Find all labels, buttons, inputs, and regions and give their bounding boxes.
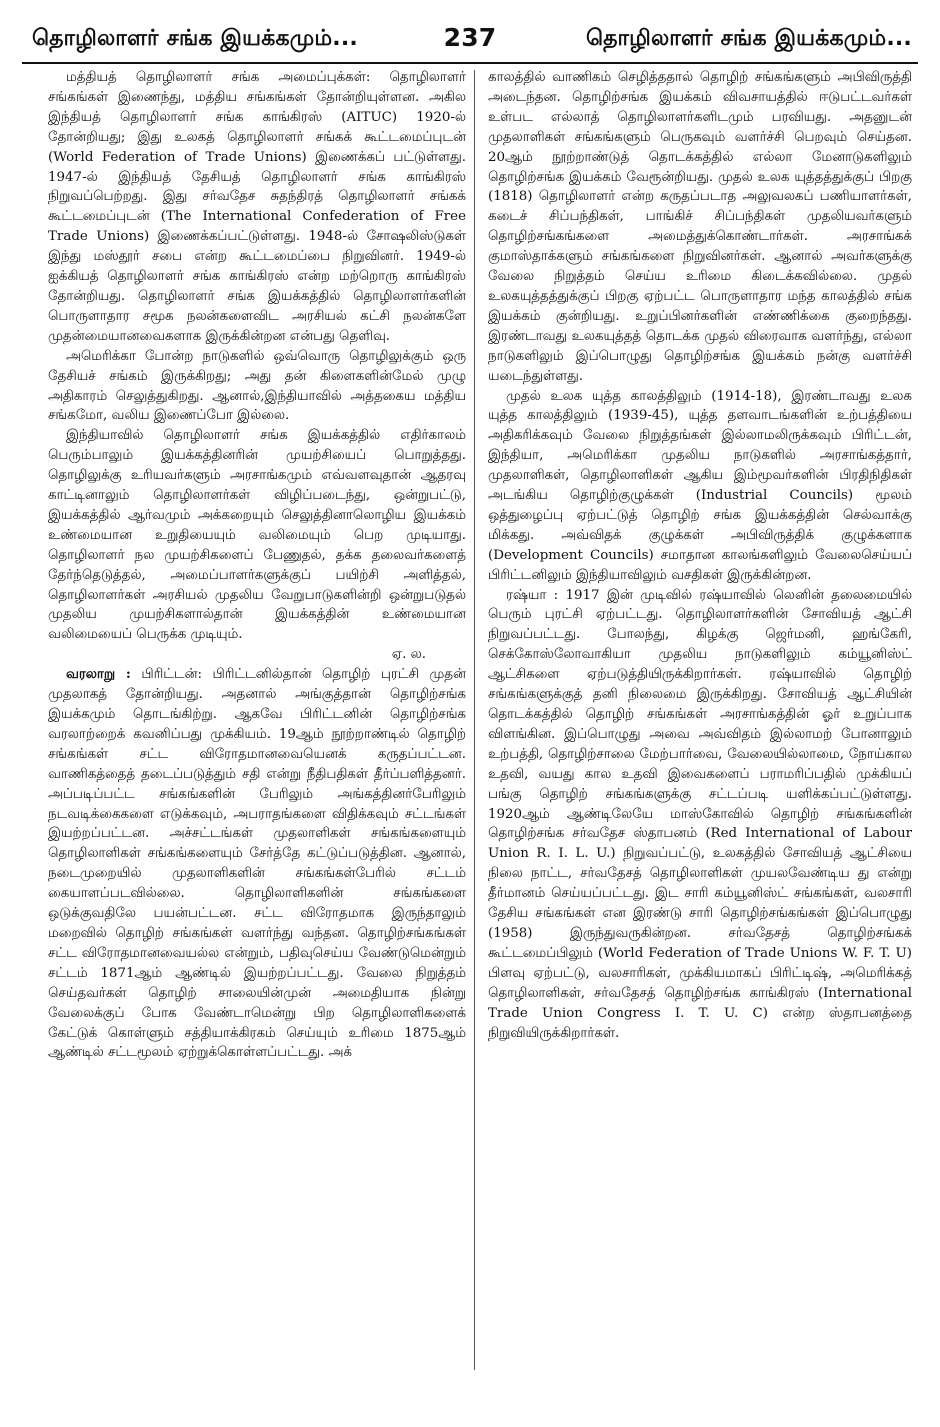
paragraph-central-unions: மத்தியத் தொழிலாளர் சங்க அமைப்புக்கள்: தொழிலாளர் சங்கங்கள் இணைந்து, மத்திய சங்கங்கள் தோன்றியுள்ளன. அகில இந்தியத் தொழிலாளர் சங்க காங்கிரஸ் (AITUC) 1920-ல் தோன்றியது; இது உலகத் தொழிலாளர் சங்கக் கூட்டமைப்புடன் (World Federation of Trade Unions) இணைக்கப் பட்டுள்ளது. 1947-ல் இந்தியத் தேசியத் தொழிலாளர் சங்க காங்கிரஸ் நிறுவப்பெற்றது. இது சர்வதேச சுதந்திரத் தொழிலாளர் சங்கக் கூட்டமைப்புடன் (The International Confederation of Free Trade Unions) இணைக்கப்பட்டுள்ளது. 1948-ல் சோஷலிஸ்டுகள் இந்து மஸ்தூர் சபை என்ற கூட்டமைப்பை நிறுவினர். 1949-ல் ஐக்கியத் தொழிலாளர் சங்க காங்கிரஸ் என்ற மற்றொரு காங்கிரஸ் தோன்றியது. தொழிலாளர் சங்க இயக்கத்தில் தொழிலாளர்களின் பொருளாதார சமூக நலன்களைவிட அரசியல் கட்சி நலன்களே முதன்மையானவைகளாக இருக்கின்றன என்பது தெளிவு. (48, 70, 466, 344)
paragraph-continuation: காலத்தில் வாணிகம் செழித்ததால் தொழிற் சங்கங்களும் அபிவிருத்தி அடைந்தன. தொழிற்சங்க இயக்கம் விவசாயத்தில் ஈடுபட்டவர்கள் உள்பட எல்லாத் தொழிலாளர்களிடமும் பரவியது. அதனுடன் முதலாளிகள் சங்கங்களும் பெருகவும் வளர்ச்சி பெறவும் செய்தன. 20ஆம் நூற்றாண்டுத் தொடக்கத்தில் எல்லா மேனாடுகளிலும் தொழிற்சங்க இயக்கம் வேரூன்றியது. முதல் உலக யுத்தத்துக்குப் பிறகு (1818) தொழிலாளர் என்ற கருதப்படாத அலுவலகப் பணியாளர்கள், கடைச் சிப்பந்திகள், பாங்கிச் சிப்பந்திகள் முதலியவர்களும் தொழிற்சங்கங்களை அமைத்துக்கொண்டார்கள். அரசாங்கக் குமாஸ்தாக்களும் சங்கங்களை நிறுவினர்கள். ஆனால் அவர்களுக்கு வேலை நிறுத்தம் செய்ய உரிமை கிடைக்கவில்லை. முதல் உலகயுத்தத்துக்குப் பிறகு ஏற்பட்ட பொருளாதார மந்த காலத்தில் சங்க இயக்கம் குன்றியது. உறுப்பினர்களின் எண்ணிக்கை குறைந்தது. இரண்டாவது உலகயுத்தத் தொடக்க முதல் விரைவாக வளர்ந்து, எல்லா நாடுகளிலும் இப்பொழுது தொழிற்சங்க இயக்கம் நன்கு வளர்ச்சி யடைந்துள்ளது. (488, 70, 912, 384)
paragraph-america: அமெரிக்கா போன்ற நாடுகளில் ஒவ்வொரு தொழிலுக்கும் ஒரு தேசியச் சங்கம் இருக்கிறது; அது தன் கிளைகளின்மேல் முழு அதிகாரம் செலுத்துகிறது. ஆனால்,இந்தியாவில் அத்தகைய மத்திய சங்கமோ, வலிய இணைப்போ இல்லை. (48, 348, 466, 424)
paragraph-russia: ரஷ்யா : 1917 இன் முடிவில் ரஷ்யாவில் லெனின் தலைமையில் பெரும் புரட்சி ஏற்பட்டது. தொழிலாளர்களின் சோவியத் ஆட்சி நிறுவப்பட்டது. போலந்து, கிழக்கு ஜெர்மனி, ஹங்கேரி, செக்கோஸ்லோவாகியா முதலிய நாடுகளிலும் கம்யூனிஸ்ட் ஆட்சிகளை ஏற்படுத்தியிருக்கிறார்கள். ரஷ்யாவில் தொழிற் சங்கங்களுக்குத் தனி நிலைமை இருக்கிறது. சோவியத் ஆட்சியின் தொடக்கத்தில் தொழிற் சங்கங்கள் அரசாங்கத்தின் ஓர் உறுப்பாக விளங்கின. இப்பொழுது அவை அவ்விதம் இல்லாமற் போனாலும் உற்பத்தி, தொழிற்சாலை மேற்பார்வை, வேலையில்லாமை, நோய்கால உதவி, வயது கால உதவி இவைகளைப் பராமரிப்பதில் முக்கியப் பங்கு தொழிற் சங்கங்களுக்கு சட்டப்படி யளிக்கப்பட்டுள்ளது. 1920ஆம் ஆண்டிலேயே மாஸ்கோவில் தொழிற் சங்கங்களின் தொழிற்சங்க சர்வதேச ஸ்தாபனம் (Red International of Labour Union R. I. L. U.) நிறுவப்பட்டு, உலகத்தில் சோவியத் ஆட்சியை நிலை நாட்ட, சர்வதேசத் தொழிலாளிகள் முயலவேண்டிய து என்று தீர்மானம் செய்யப்பட்டது. இட சாரி கம்யூனிஸ்ட் சங்கங்கள், வலசாரி தேசிய சங்கங்கள் என இரண்டு சாரி தொழிற்சங்கங்கள் இப்பொழுது (1958) இருந்துவருகின்றன. சர்வதேசத் தொழிற்சங்கக் கூட்டமைப்பிலும் (World Federation of Trade Unions W. F. T. U) பிளவு ஏற்பட்டு, வலசாரிகள், முக்கியமாகப் பிரிட்டிஷ், அமெரிக்கத் தொழிலாளிகள், சர்வதேசத் தொழிற்சங்க காங்கிரஸ் (International Trade Union Congress I. T. U. C) என்ற ஸ்தாபனத்தை நிறுவியிருக்கிறார்கள். (488, 587, 912, 1041)
section-heading-history: வரலாறு : (66, 666, 131, 683)
paragraph-history-britain (48, 665, 466, 1063)
header-rule (22, 62, 918, 64)
page-number: 237 (443, 23, 497, 52)
paragraph-india-future: இந்தியாவில் தொழிலாளர் சங்க இயக்கத்தில் எதிர்காலம் பெரும்பாலும் இயக்கத்தினரின் முயற்சியைப் பொறுத்தது. தொழிலுக்கு உரியவர்களும் அரசாங்கமும் எவ்வளவுதான் ஆதரவு காட்டினாலும் தொழிலாளர்கள் விழிப்படைந்து, ஒன்றுபட்டு, இயக்கத்தில் ஆர்வமும் அக்கறையும் செலுத்தினாலொழிய இயக்கம் உண்மையான உறுதியையும் வலிமையும் பெற முடியாது. தொழிலாளர் நல முயற்சிகளைப் பேணுதல், தக்க தலைவர்களைத் தேர்ந்தெடுத்தல், அமைப்பாளர்களுக்குப் பயிற்சி அளித்தல், தொழிலாளர்கள் அரசியல் முதலிய வேறுபாடுகளின்றி ஒன்றுபடுதல் முதலிய முயற்சிகளால்தான் இயக்கத்தின் உண்மையான வலிமையைப் பெருக்க முடியும். (48, 428, 466, 643)
paragraph-history-text: பிரிட்டன்: பிரிட்டனில்தான் தொழிற் புரட்சி முதன் முதலாகத் தோன்றியது. அதனால் அங்குத்தான் தொழிற்சங்க இயக்கமும் தொடங்கிற்று. ஆகவே பிரிட்டனின் தொழிற்சங்க வரலாற்றைக் கவனிப்பது முக்கியம். 19ஆம் நூற்றாண்டில் தொழிற் சங்கங்கள் சட்ட விரோதமானவையெனக் கருதப்பட்டன. வாணிகத்தைத் தடைப்படுத்தும் சதி என்று நீதிபதிகள் தீர்ப்பளித்தனர். அப்படிப்பட்ட சங்கங்களின் பேரிலும் அங்கத்தினர்பேரிலும் நடவடிக்கைகளை எடுக்கவும், அபராதங்களை விதிக்கவும் சட்டங்கள் இயற்றப்பட்டன. அச்சட்டங்கள் முதலாளிகள் சங்கங்களையும் தொழிலாளிகள் சங்கங்களையும் சேர்த்தே கட்டுப்படுத்தின. ஆனால், நடைமுறையில் முதலாளிகளின் சங்கங்கள்பேரில் சட்டம் கையாளப்படவில்லை. தொழிலாளிகளின் சங்கங்களை ஒடுக்குவதிலே பயன்பட்டன. சட்ட விரோதமாக இருந்தாலும் மறைவில் தொழிற் சங்கங்கள் வளர்ந்து வந்தன. தொழிற்சங்கங்கள் சட்ட விரோதமானவையல்ல என்றும், பதிவுசெய்ய வேண்டுமென்றும் சட்டம் 1871ஆம் ஆண்டில் இயற்றப்பட்டது. வேலை நிறுத்தம் செய்தவர்கள் தொழிற் சாலையின்முன் அமைதியாக நின்று வேலைக்குப் போக வேண்டாமென்று பிற தொழிலாளிகளைக் கேட்டுக் கொள்ளும் சத்தியாக்கிரகம் செய்யும் உரிமை 1875ஆம் ஆண்டில் சட்டமூலம் ஏற்றுக்கொள்ளப்பட்டது. அக் (48, 667, 466, 1061)
author-initials: ஏ. ல. (391, 647, 426, 663)
left-column (48, 68, 466, 1063)
right-column (488, 68, 912, 1043)
paragraph-war-councils: முதல் உலக யுத்த காலத்திலும் (1914-18), இரண்டாவது உலக யுத்த காலத்திலும் (1939-45), யுத்த தளவாடங்களின் உற்பத்தியை அதிகரிக்கவும் வேலை நிறுத்தங்கள் இல்லாமலிருக்கவும் பிரிட்டன், இந்தியா, அமெரிக்கா முதலிய நாடுகளில் அரசாங்கத்தார், முதலாளிகள், தொழிலாளிகள் ஆகிய இம்மூவர்களின் பிரதிநிதிகள் அடங்கிய தொழிற்குழுக்கள் (Industrial Councils) மூலம் ஒத்துழைப்பு ஏற்பட்டுத் தொழிற் சங்க இயக்கத்தின் செல்வாக்கு மிக்கது. அவ்விதக் குழுக்கள் அபிவிருத்திக் குழுக்களாக (Development Councils) சமாதான காலங்களிலும் வேலைசெய்யப் பிரிட்டனிலும் இந்தியாவிலும் வசதிகள் இருக்கின்றன. (488, 388, 912, 583)
running-title-left: தொழிலாளர் சங்க இயக்கமும்... (32, 26, 358, 51)
running-title-right: தொழிலாளர் சங்க இயக்கமும்... (586, 26, 912, 51)
running-header (22, 20, 918, 64)
column-divider (474, 70, 475, 1370)
